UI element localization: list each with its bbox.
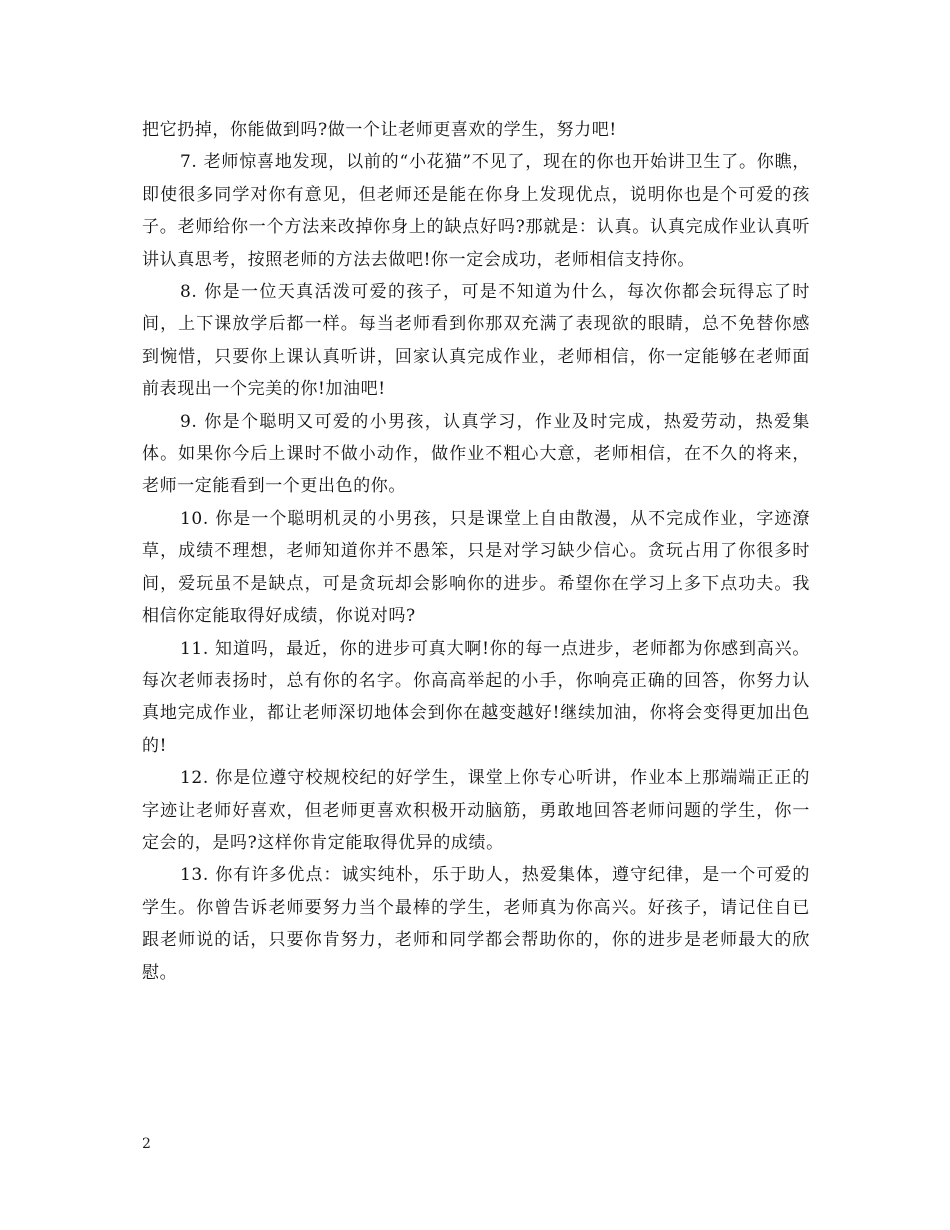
- paragraph-7: 7. 老师惊喜地发现，以前的“小花猫”不见了，现在的你也开始讲卫生了。你瞧，即使很多同学对你有意见，但老师还是能在你身上发现优点，说明你也是个可爱的孩子。老师给你一个方法来改掉你身上的缺点好吗?那就是：认真。认真完成作业认真听讲认真思考，按照老师的方法去做吧!你一定会成功，老师相信支持你。: [142, 152, 810, 270]
- paragraph-continued: 把它扔掉，你能做到吗?做一个让老师更喜欢的学生，努力吧!: [142, 120, 617, 140]
- paragraph-9: 9. 你是个聪明又可爱的小男孩，认真学习，作业及时完成，热爱劳动，热爱集体。如果你今后上课时不做小动作，做作业不粗心大意，老师相信，在不久的将来，老师一定能看到一个更出色的你。: [142, 411, 810, 497]
- paragraph-13: 13. 你有许多优点：诚实纯朴，乐于助人，热爱集体，遵守纪律，是一个可爱的学生。你曾告诉老师要努力当个最棒的学生，老师真为你高兴。好孩子，请记住自已跟老师说的话，只要你肯努力，老师和同学都会帮助你的，你的进步是老师最大的欣慰。: [142, 865, 810, 983]
- paragraph-12: 12. 你是位遵守校规校纪的好学生，课堂上你专心听讲，作业本上那端端正正的字迹让老师好喜欢，但老师更喜欢积极开动脑筋，勇敢地回答老师问题的学生，你一定会的，是吗?这样你肯定能取得优异的成绩。: [142, 768, 810, 853]
- paragraph-11: 11. 知道吗，最近，你的进步可真大啊!你的每一点进步，老师都为你感到高兴。每次老师表扬时，总有你的名字。你高高举起的小手，你响亮正确的回答，你努力认真地完成作业，都让老师深切地体会到你在越变越好!继续加油，你将会变得更加出色的!: [142, 638, 810, 756]
- page-number: 2: [142, 1136, 151, 1152]
- paragraph-10: 10. 你是一个聪明机灵的小男孩，只是课堂上自由散漫，从不完成作业，字迹潦草，成绩不理想，老师知道你并不愚笨，只是对学习缺少信心。贪玩占用了你很多时间，爱玩虽不是缺点，可是贪玩却会影响你的进步。希望你在学习上多下点功夫。我相信你定能取得好成绩，你说对吗?: [142, 508, 810, 627]
- document-body: [142, 114, 810, 989]
- paragraph-8: 8. 你是一位天真活泼可爱的孩子，可是不知道为什么，每次你都会玩得忘了时间，上下课放学后都一样。每当老师看到你那双充满了表现欲的眼睛，总不免替你感到惋惜，只要你上课认真听讲，回家认真完成作业，老师相信，你一定能够在老师面前表现出一个完美的你!加油吧!: [142, 282, 810, 400]
